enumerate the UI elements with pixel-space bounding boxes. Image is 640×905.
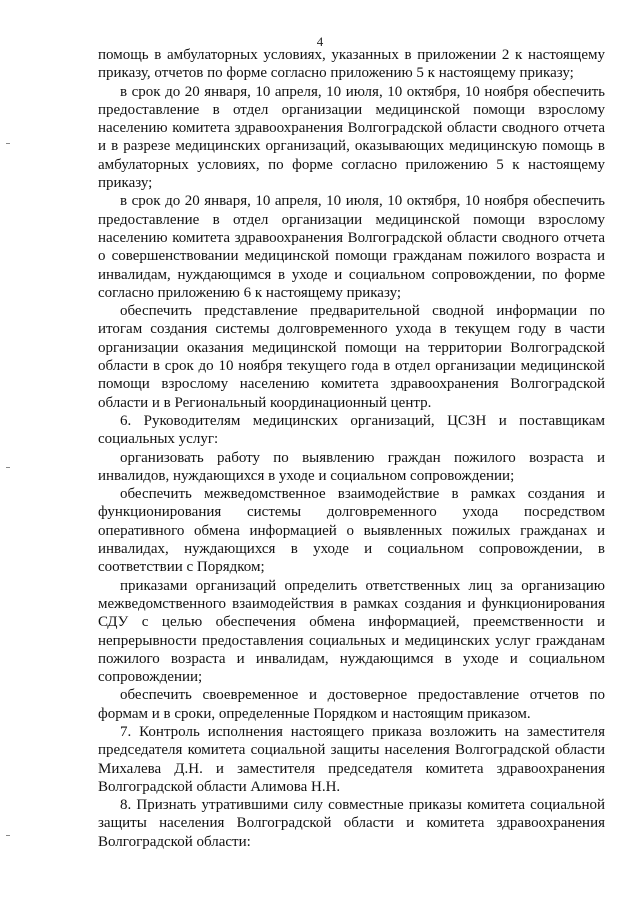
- paragraph: обеспечить межведомственное взаимодействие в рамках создания и функционирования системы долговременного ухода посредством оперативного обмена информацией о выявленных пожилых гражданах и инвалидах, нуждающихся в уходе и социальном сопровождении, в соответствии с Порядком;: [98, 486, 605, 576]
- paragraph: приказами организаций определить ответственных лиц за организацию межведомственного взаимодействия в рамках создания и функционирования СДУ с целью обеспечения обмена информацией, преемственности и непрерывности предоставления социальных и медицинских услуг гражданам пожилого возраста и инвалидам, нуждающимся в уходе и социальном сопровождении;: [98, 577, 605, 686]
- page-number: 4: [316, 34, 324, 49]
- paragraph: обеспечить своевременное и достоверное предоставление отчетов по формам и в сроки, определенные Порядком и настоящим приказом.: [98, 687, 605, 722]
- paragraph: обеспечить представление предварительной сводной информации по итогам создания системы долговременного ухода в текущем году в части организации оказания медицинской помощи на территории Волгоградской области в срок до 10 ноября текущего года в отдел организации медицинской помощи взрослому населению комитета здравоохранения Волгоградской области и в Региональный координационный центр.: [98, 303, 605, 411]
- margin-mark: [6, 467, 10, 468]
- paragraph: организовать работу по выявлению граждан пожилого возраста и инвалидов, нуждающихся в уходе и социальном сопровождении;: [98, 449, 605, 484]
- document-body: [98, 46, 605, 851]
- paragraph-item-8: 8. Признать утратившими силу совместные приказы комитета социальной защиты населения Волгоградской области и комитета здравоохранения Волгоградской области:: [98, 797, 605, 850]
- margin-mark: [6, 835, 10, 836]
- paragraph: в срок до 20 января, 10 апреля, 10 июля, 10 октября, 10 ноября обеспечить предоставление в отдел организации медицинской помощи взрослому населению комитета здравоохранения Волгоградской области сводного отчета о совершенствовании медицинской помощи гражданам пожилого возраста и инвалидам, нуждающимся в уходе и социальном сопровождении, по форме согласно приложению 6 к настоящему приказу;: [98, 193, 605, 301]
- paragraph: в срок до 20 января, 10 апреля, 10 июля, 10 октября, 10 ноября обеспечить предоставление в отдел организации медицинской помощи взрослому населению комитета здравоохранения Волгоградской области сводного отчета и в разрезе медицинских организаций, оказывающих медицинскую помощь в амбулаторных условиях, по форме согласно приложению 5 к настоящему приказу;: [98, 83, 605, 192]
- paragraph-item-7: 7. Контроль исполнения настоящего приказа возложить на заместителя председателя комитета социальной защиты населения Волгоградской области Михалева Д.Н. и заместителя председателя комитета здравоохранения Волгоградской области Алимова Н.Н.: [98, 723, 605, 795]
- margin-mark: [6, 143, 10, 144]
- paragraph-continuation: помощь в амбулаторных условиях, указанных в приложении 2 к настоящему приказу, отчетов по форме согласно приложению 5 к настоящему приказу;: [98, 47, 605, 82]
- paragraph-item-6: 6. Руководителям медицинских организаций, ЦСЗН и поставщикам социальных услуг:: [98, 412, 605, 448]
